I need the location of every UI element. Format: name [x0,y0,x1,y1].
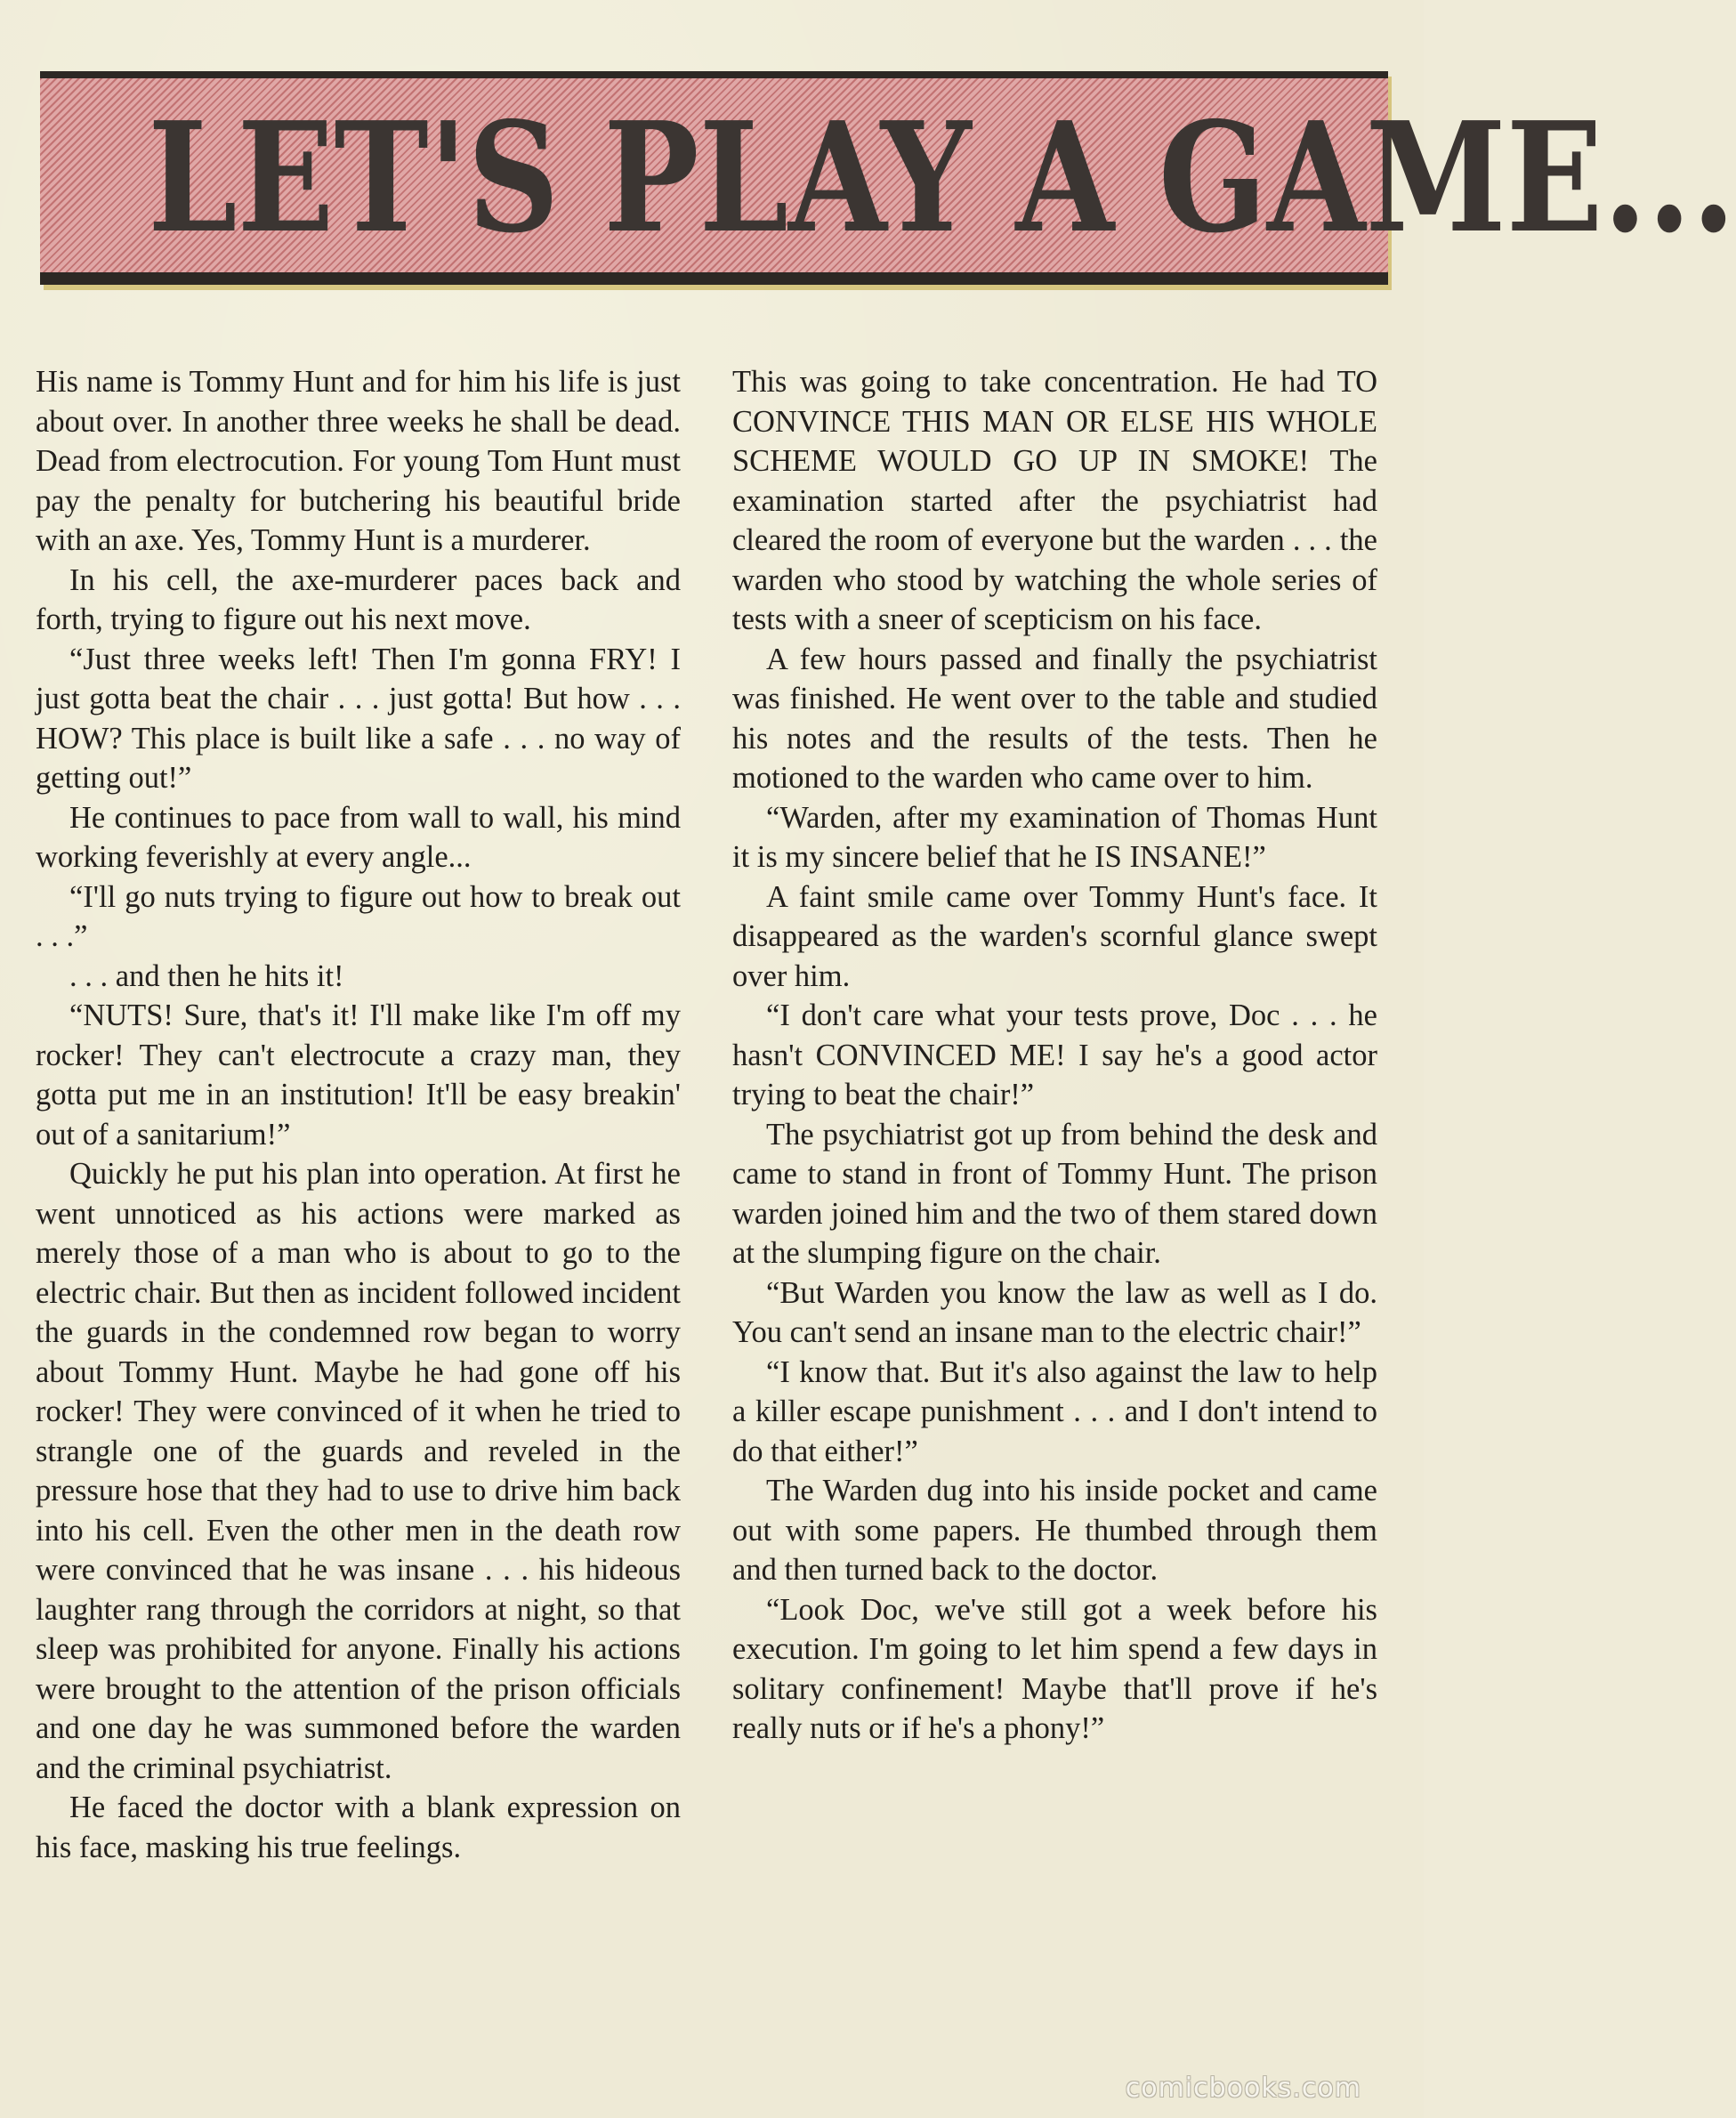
paragraph: The Warden dug into his inside pocket and came out with some papers. He thumbed through them and then turned back to the doctor. [732,1474,1377,1587]
paragraph: A few hours passed and finally the psychiatrist was finished. He went over to the table and studied his notes and the results of the tests. Then he motioned to the warden who came over to him. [732,642,1377,795]
paragraph: “Just three weeks left! Then I'm gonna FRY! I just gotta beat the chair . . . just gotta! But how . . . HOW? This place is built like a safe . . . no way of getting out!” [36,642,681,795]
paragraph: He faced the doctor with a blank expression on his face, masking his true feelings. [36,1791,681,1864]
title-banner [40,71,1736,285]
paragraph: He continues to pace from wall to wall, his mind working feverishly at every angle... [36,800,681,874]
paragraph: “But Warden you know the law as well as I do. You can't send an insane man to the electric chair!” [732,1275,1377,1349]
paragraph: “I'll go nuts trying to figure out how to break out . . .” [36,879,681,953]
paragraph: A faint smile came over Tommy Hunt's face. It disappeared as the warden's scornful glance swept over him. [732,879,1377,993]
right-column [732,362,1377,1749]
paragraph: “Look Doc, we've still got a week before his execution. I'm going to let him spend a few days in solitary confinement! Maybe that'll prove if he's really nuts or if he's a phony!” [732,1592,1377,1745]
paragraph: “I know that. But it's also against the law to help a killer escape punishment . . . and I don't intend to do that either!” [732,1354,1377,1468]
watermark: comicbooks.com [1125,2073,1361,2104]
paragraph: His name is Tommy Hunt and for him his life is just about over. In another three weeks he shall be dead. Dead from electrocution. For young Tom Hunt must pay the penalty for butchering his beautiful bride with an axe. Yes, Tommy Hunt is a murderer. [36,365,681,557]
paragraph: In his cell, the axe-murderer paces back and forth, trying to figure out his next move. [36,562,681,636]
paragraph: Quickly he put his plan into operation. At first he went unnoticed as his actions were marked as merely those of a man who is about to go to the electric chair. But then as incident followed incident the guards in the condemned row began to worry about Tommy Hunt. Maybe he had gone off his rocker! They were convinced of it when he tried to strangle one of the guards and reveled in the pressure hose that they had to use to drive him back into his cell. Even the other men in the death row were convinced that he was insane . . . his hideous laughter rang through the corridors at night, so that sleep was prohibited for anyone. Finally his actions were brought to the attention of the prison officials and one day he was summoned before the warden and the criminal psychiatrist. [36,1157,681,1785]
paragraph: The psychiatrist got up from behind the desk and came to stand in front of Tommy Hunt. The prison warden joined him and the two of them stared down at the slumping figure on the chair. [732,1117,1377,1270]
left-column [36,362,681,1867]
paragraph: This was going to take concentration. He had TO CONVINCE THIS MAN OR ELSE HIS WHOLE SCHEME WOULD GO UP IN SMOKE! The examination started after the psychiatrist had cleared the room of everyone but the warden . . . the warden who stood by watching the whole series of tests with a sneer of scepticism on his face. [732,365,1377,636]
paragraph: “I don't care what your tests prove, Doc . . . he hasn't CONVINCED ME! I say he's a good actor trying to beat the chair!” [732,998,1377,1112]
page-title: LET'S PLAY A GAME... [148,89,1736,267]
paragraph: “NUTS! Sure, that's it! I'll make like I'm off my rocker! They can't electrocute a crazy man, they gotta put me in an institution! It'll be easy breakin' out of a sanitarium!” [36,998,681,1152]
paragraph: . . . and then he hits it! [69,958,344,993]
paragraph: “Warden, after my examination of Thomas Hunt it is my sincere belief that he IS INSANE!” [732,800,1377,874]
